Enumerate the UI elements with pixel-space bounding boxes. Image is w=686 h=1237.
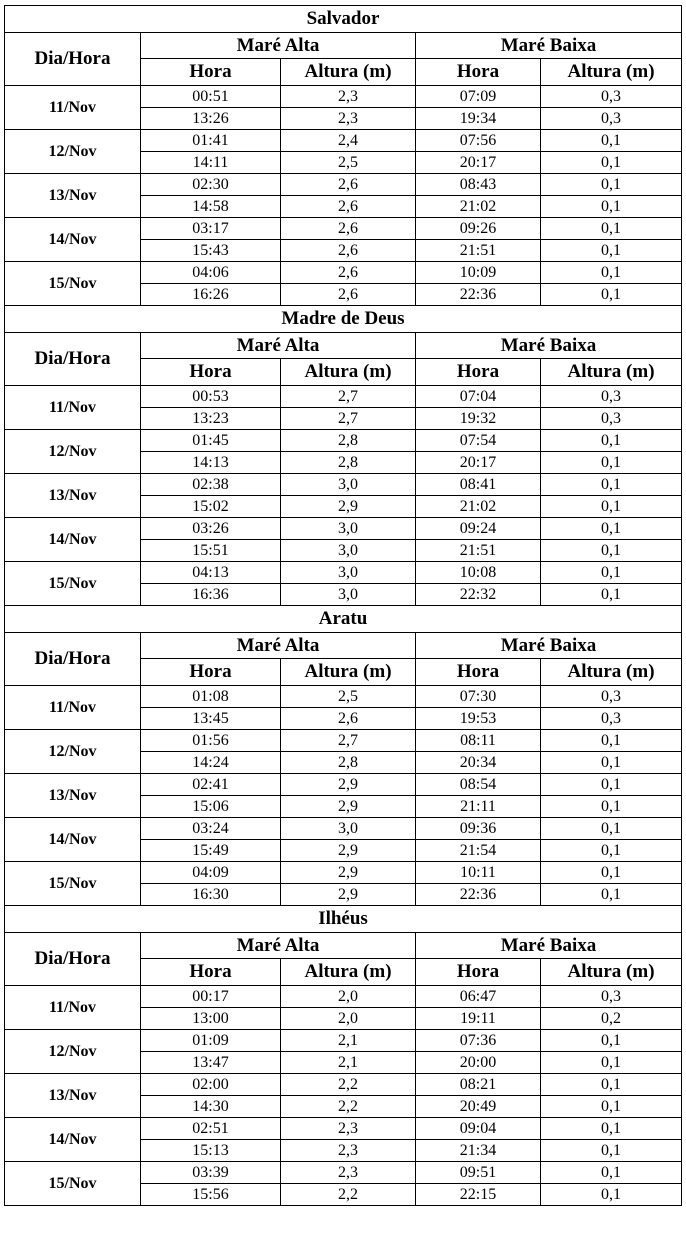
- hora-baixa-cell: 21:02: [416, 496, 541, 518]
- hora-baixa-cell: 08:41: [416, 474, 541, 496]
- day-cell: 15/Nov: [5, 562, 141, 606]
- hora-baixa-cell: 08:11: [416, 730, 541, 752]
- tide-table-0: [4, 5, 682, 306]
- day-cell: 12/Nov: [5, 1030, 141, 1074]
- altura-alta-cell: 2,6: [281, 262, 416, 284]
- hora-alta-cell: 13:26: [141, 108, 281, 130]
- altura-alta-cell: 2,1: [281, 1052, 416, 1074]
- table-row: [5, 386, 682, 408]
- altura-alta-cell: 2,0: [281, 1008, 416, 1030]
- altura-baixa-cell: 0,1: [541, 452, 682, 474]
- hora-alta-cell: 01:08: [141, 686, 281, 708]
- altura-alta-cell: 2,3: [281, 1140, 416, 1162]
- altura-baixa-cell: 0,1: [541, 474, 682, 496]
- hora-alta-cell: 15:02: [141, 496, 281, 518]
- hora-alta-header: Hora: [141, 59, 281, 86]
- hora-alta-cell: 00:51: [141, 86, 281, 108]
- hora-baixa-cell: 19:53: [416, 708, 541, 730]
- altura-baixa-cell: 0,1: [541, 262, 682, 284]
- table-row: [5, 86, 682, 108]
- hora-alta-cell: 16:36: [141, 584, 281, 606]
- altura-baixa-cell: 0,1: [541, 1184, 682, 1206]
- hora-baixa-cell: 22:15: [416, 1184, 541, 1206]
- hora-alta-cell: 02:30: [141, 174, 281, 196]
- altura-alta-cell: 2,8: [281, 752, 416, 774]
- hora-baixa-cell: 22:36: [416, 884, 541, 906]
- altura-alta-cell: 2,7: [281, 730, 416, 752]
- hora-alta-cell: 14:58: [141, 196, 281, 218]
- dia-hora-header: Dia/Hora: [5, 333, 141, 386]
- day-cell: 15/Nov: [5, 862, 141, 906]
- hora-alta-cell: 02:51: [141, 1118, 281, 1140]
- altura-baixa-header: Altura (m): [541, 959, 682, 986]
- mare-alta-header: Maré Alta: [141, 333, 416, 359]
- hora-baixa-cell: 21:51: [416, 240, 541, 262]
- altura-alta-cell: 2,6: [281, 174, 416, 196]
- day-cell: 15/Nov: [5, 262, 141, 306]
- hora-baixa-cell: 20:49: [416, 1096, 541, 1118]
- mare-alta-header: Maré Alta: [141, 633, 416, 659]
- hora-alta-cell: 15:56: [141, 1184, 281, 1206]
- hora-baixa-header: Hora: [416, 59, 541, 86]
- hora-baixa-cell: 08:54: [416, 774, 541, 796]
- hora-alta-cell: 03:39: [141, 1162, 281, 1184]
- hora-baixa-cell: 19:32: [416, 408, 541, 430]
- altura-baixa-cell: 0,1: [541, 1118, 682, 1140]
- altura-alta-cell: 2,3: [281, 1162, 416, 1184]
- hora-baixa-cell: 07:56: [416, 130, 541, 152]
- altura-alta-cell: 2,9: [281, 796, 416, 818]
- tide-table-1: [4, 305, 682, 606]
- altura-alta-cell: 2,9: [281, 884, 416, 906]
- table-row: [5, 1030, 682, 1052]
- mare-baixa-header: Maré Baixa: [416, 933, 682, 959]
- altura-alta-cell: 2,6: [281, 240, 416, 262]
- hora-baixa-header: Hora: [416, 359, 541, 386]
- altura-alta-cell: 3,0: [281, 562, 416, 584]
- altura-baixa-cell: 0,1: [541, 284, 682, 306]
- altura-baixa-cell: 0,1: [541, 240, 682, 262]
- table-row: [5, 518, 682, 540]
- day-cell: 13/Nov: [5, 474, 141, 518]
- hora-baixa-cell: 07:30: [416, 686, 541, 708]
- altura-alta-cell: 2,1: [281, 1030, 416, 1052]
- table-row: [5, 1118, 682, 1140]
- tide-tables: [4, 5, 681, 1206]
- altura-baixa-cell: 0,2: [541, 1008, 682, 1030]
- hora-alta-cell: 15:06: [141, 796, 281, 818]
- location-title: Madre de Deus: [5, 306, 682, 333]
- tide-table-2: [4, 605, 682, 906]
- hora-alta-cell: 15:49: [141, 840, 281, 862]
- hora-alta-cell: 01:09: [141, 1030, 281, 1052]
- day-cell: 14/Nov: [5, 1118, 141, 1162]
- hora-baixa-cell: 09:51: [416, 1162, 541, 1184]
- altura-baixa-cell: 0,1: [541, 1162, 682, 1184]
- hora-baixa-cell: 22:36: [416, 284, 541, 306]
- altura-alta-cell: 2,9: [281, 862, 416, 884]
- altura-alta-cell: 2,2: [281, 1184, 416, 1206]
- day-cell: 13/Nov: [5, 174, 141, 218]
- hora-alta-cell: 01:56: [141, 730, 281, 752]
- hora-alta-cell: 01:45: [141, 430, 281, 452]
- altura-baixa-cell: 0,1: [541, 174, 682, 196]
- altura-alta-cell: 2,7: [281, 408, 416, 430]
- hora-baixa-cell: 10:11: [416, 862, 541, 884]
- hora-alta-cell: 02:38: [141, 474, 281, 496]
- table-row: [5, 774, 682, 796]
- altura-baixa-cell: 0,1: [541, 884, 682, 906]
- altura-baixa-cell: 0,1: [541, 730, 682, 752]
- altura-alta-cell: 2,9: [281, 774, 416, 796]
- altura-baixa-cell: 0,3: [541, 386, 682, 408]
- altura-alta-cell: 2,5: [281, 686, 416, 708]
- altura-baixa-cell: 0,1: [541, 1140, 682, 1162]
- hora-baixa-cell: 22:32: [416, 584, 541, 606]
- mare-alta-header: Maré Alta: [141, 33, 416, 59]
- altura-alta-cell: 2,3: [281, 108, 416, 130]
- altura-alta-header: Altura (m): [281, 659, 416, 686]
- table-row: [5, 430, 682, 452]
- location-title: Ilhéus: [5, 906, 682, 933]
- hora-alta-cell: 13:00: [141, 1008, 281, 1030]
- hora-baixa-cell: 07:09: [416, 86, 541, 108]
- hora-alta-cell: 04:13: [141, 562, 281, 584]
- hora-alta-cell: 13:23: [141, 408, 281, 430]
- hora-alta-cell: 02:00: [141, 1074, 281, 1096]
- altura-baixa-cell: 0,3: [541, 108, 682, 130]
- table-row: [5, 1162, 682, 1184]
- altura-alta-cell: 3,0: [281, 584, 416, 606]
- altura-baixa-cell: 0,1: [541, 496, 682, 518]
- dia-hora-header: Dia/Hora: [5, 933, 141, 986]
- altura-alta-cell: 2,6: [281, 708, 416, 730]
- hora-baixa-cell: 07:54: [416, 430, 541, 452]
- table-row: [5, 130, 682, 152]
- altura-baixa-cell: 0,1: [541, 862, 682, 884]
- day-cell: 12/Nov: [5, 130, 141, 174]
- hora-baixa-cell: 21:11: [416, 796, 541, 818]
- altura-alta-cell: 2,5: [281, 152, 416, 174]
- altura-baixa-header: Altura (m): [541, 659, 682, 686]
- hora-alta-cell: 03:26: [141, 518, 281, 540]
- day-cell: 13/Nov: [5, 774, 141, 818]
- day-cell: 14/Nov: [5, 518, 141, 562]
- hora-baixa-cell: 21:51: [416, 540, 541, 562]
- day-cell: 14/Nov: [5, 818, 141, 862]
- altura-alta-cell: 2,6: [281, 196, 416, 218]
- altura-alta-cell: 3,0: [281, 474, 416, 496]
- hora-alta-cell: 14:11: [141, 152, 281, 174]
- table-row: [5, 818, 682, 840]
- hora-baixa-cell: 20:34: [416, 752, 541, 774]
- altura-alta-cell: 2,2: [281, 1096, 416, 1118]
- hora-alta-cell: 02:41: [141, 774, 281, 796]
- tide-table-3: [4, 905, 682, 1206]
- table-row: [5, 262, 682, 284]
- hora-alta-cell: 15:43: [141, 240, 281, 262]
- altura-baixa-cell: 0,1: [541, 752, 682, 774]
- table-row: [5, 1074, 682, 1096]
- altura-baixa-cell: 0,1: [541, 430, 682, 452]
- hora-baixa-cell: 10:09: [416, 262, 541, 284]
- altura-baixa-cell: 0,1: [541, 818, 682, 840]
- hora-alta-cell: 01:41: [141, 130, 281, 152]
- altura-baixa-cell: 0,1: [541, 518, 682, 540]
- hora-alta-cell: 13:47: [141, 1052, 281, 1074]
- altura-baixa-cell: 0,1: [541, 196, 682, 218]
- altura-baixa-header: Altura (m): [541, 59, 682, 86]
- altura-baixa-cell: 0,3: [541, 86, 682, 108]
- altura-alta-cell: 2,3: [281, 1118, 416, 1140]
- day-cell: 12/Nov: [5, 730, 141, 774]
- altura-baixa-cell: 0,3: [541, 708, 682, 730]
- hora-baixa-cell: 08:43: [416, 174, 541, 196]
- altura-baixa-cell: 0,1: [541, 796, 682, 818]
- hora-alta-cell: 03:24: [141, 818, 281, 840]
- altura-baixa-cell: 0,1: [541, 130, 682, 152]
- altura-baixa-cell: 0,1: [541, 1052, 682, 1074]
- location-title: Aratu: [5, 606, 682, 633]
- altura-alta-cell: 3,0: [281, 518, 416, 540]
- table-row: [5, 218, 682, 240]
- hora-alta-cell: 14:13: [141, 452, 281, 474]
- hora-baixa-header: Hora: [416, 959, 541, 986]
- hora-baixa-cell: 07:04: [416, 386, 541, 408]
- location-title: Salvador: [5, 6, 682, 33]
- hora-alta-cell: 15:13: [141, 1140, 281, 1162]
- day-cell: 13/Nov: [5, 1074, 141, 1118]
- table-row: [5, 862, 682, 884]
- table-row: [5, 730, 682, 752]
- day-cell: 11/Nov: [5, 986, 141, 1030]
- altura-baixa-header: Altura (m): [541, 359, 682, 386]
- hora-alta-header: Hora: [141, 359, 281, 386]
- table-row: [5, 986, 682, 1008]
- altura-baixa-cell: 0,1: [541, 840, 682, 862]
- altura-baixa-cell: 0,3: [541, 408, 682, 430]
- day-cell: 14/Nov: [5, 218, 141, 262]
- altura-alta-cell: 2,4: [281, 130, 416, 152]
- hora-alta-header: Hora: [141, 959, 281, 986]
- day-cell: 12/Nov: [5, 430, 141, 474]
- hora-baixa-cell: 08:21: [416, 1074, 541, 1096]
- altura-baixa-cell: 0,1: [541, 1030, 682, 1052]
- hora-baixa-cell: 09:24: [416, 518, 541, 540]
- mare-baixa-header: Maré Baixa: [416, 633, 682, 659]
- altura-baixa-cell: 0,1: [541, 562, 682, 584]
- altura-alta-cell: 2,3: [281, 86, 416, 108]
- altura-baixa-cell: 0,1: [541, 152, 682, 174]
- hora-alta-cell: 16:30: [141, 884, 281, 906]
- dia-hora-header: Dia/Hora: [5, 33, 141, 86]
- hora-baixa-cell: 21:02: [416, 196, 541, 218]
- altura-baixa-cell: 0,1: [541, 540, 682, 562]
- hora-alta-cell: 04:06: [141, 262, 281, 284]
- table-row: [5, 474, 682, 496]
- mare-baixa-header: Maré Baixa: [416, 33, 682, 59]
- hora-baixa-cell: 20:17: [416, 452, 541, 474]
- hora-baixa-header: Hora: [416, 659, 541, 686]
- altura-alta-cell: 3,0: [281, 818, 416, 840]
- altura-baixa-cell: 0,3: [541, 686, 682, 708]
- hora-baixa-cell: 09:04: [416, 1118, 541, 1140]
- hora-baixa-cell: 09:36: [416, 818, 541, 840]
- hora-baixa-cell: 19:34: [416, 108, 541, 130]
- dia-hora-header: Dia/Hora: [5, 633, 141, 686]
- altura-alta-cell: 2,9: [281, 496, 416, 518]
- altura-alta-header: Altura (m): [281, 59, 416, 86]
- hora-alta-cell: 00:17: [141, 986, 281, 1008]
- hora-baixa-cell: 07:36: [416, 1030, 541, 1052]
- hora-baixa-cell: 21:34: [416, 1140, 541, 1162]
- altura-baixa-cell: 0,1: [541, 584, 682, 606]
- hora-alta-cell: 14:30: [141, 1096, 281, 1118]
- hora-alta-cell: 03:17: [141, 218, 281, 240]
- altura-alta-cell: 2,0: [281, 986, 416, 1008]
- altura-alta-header: Altura (m): [281, 359, 416, 386]
- hora-alta-cell: 04:09: [141, 862, 281, 884]
- hora-baixa-cell: 20:00: [416, 1052, 541, 1074]
- hora-baixa-cell: 10:08: [416, 562, 541, 584]
- altura-alta-header: Altura (m): [281, 959, 416, 986]
- day-cell: 15/Nov: [5, 1162, 141, 1206]
- altura-baixa-cell: 0,1: [541, 1074, 682, 1096]
- altura-alta-cell: 2,8: [281, 452, 416, 474]
- altura-alta-cell: 2,8: [281, 430, 416, 452]
- altura-baixa-cell: 0,1: [541, 774, 682, 796]
- hora-alta-cell: 13:45: [141, 708, 281, 730]
- altura-alta-cell: 2,2: [281, 1074, 416, 1096]
- table-row: [5, 562, 682, 584]
- mare-baixa-header: Maré Baixa: [416, 333, 682, 359]
- altura-baixa-cell: 0,1: [541, 218, 682, 240]
- hora-alta-header: Hora: [141, 659, 281, 686]
- hora-baixa-cell: 09:26: [416, 218, 541, 240]
- hora-baixa-cell: 20:17: [416, 152, 541, 174]
- hora-baixa-cell: 19:11: [416, 1008, 541, 1030]
- day-cell: 11/Nov: [5, 86, 141, 130]
- day-cell: 11/Nov: [5, 386, 141, 430]
- hora-baixa-cell: 06:47: [416, 986, 541, 1008]
- table-row: [5, 174, 682, 196]
- altura-baixa-cell: 0,1: [541, 1096, 682, 1118]
- mare-alta-header: Maré Alta: [141, 933, 416, 959]
- altura-alta-cell: 2,7: [281, 386, 416, 408]
- altura-alta-cell: 2,6: [281, 284, 416, 306]
- table-row: [5, 686, 682, 708]
- altura-alta-cell: 2,9: [281, 840, 416, 862]
- hora-alta-cell: 14:24: [141, 752, 281, 774]
- day-cell: 11/Nov: [5, 686, 141, 730]
- hora-baixa-cell: 21:54: [416, 840, 541, 862]
- altura-alta-cell: 3,0: [281, 540, 416, 562]
- altura-baixa-cell: 0,3: [541, 986, 682, 1008]
- hora-alta-cell: 16:26: [141, 284, 281, 306]
- hora-alta-cell: 00:53: [141, 386, 281, 408]
- altura-alta-cell: 2,6: [281, 218, 416, 240]
- hora-alta-cell: 15:51: [141, 540, 281, 562]
